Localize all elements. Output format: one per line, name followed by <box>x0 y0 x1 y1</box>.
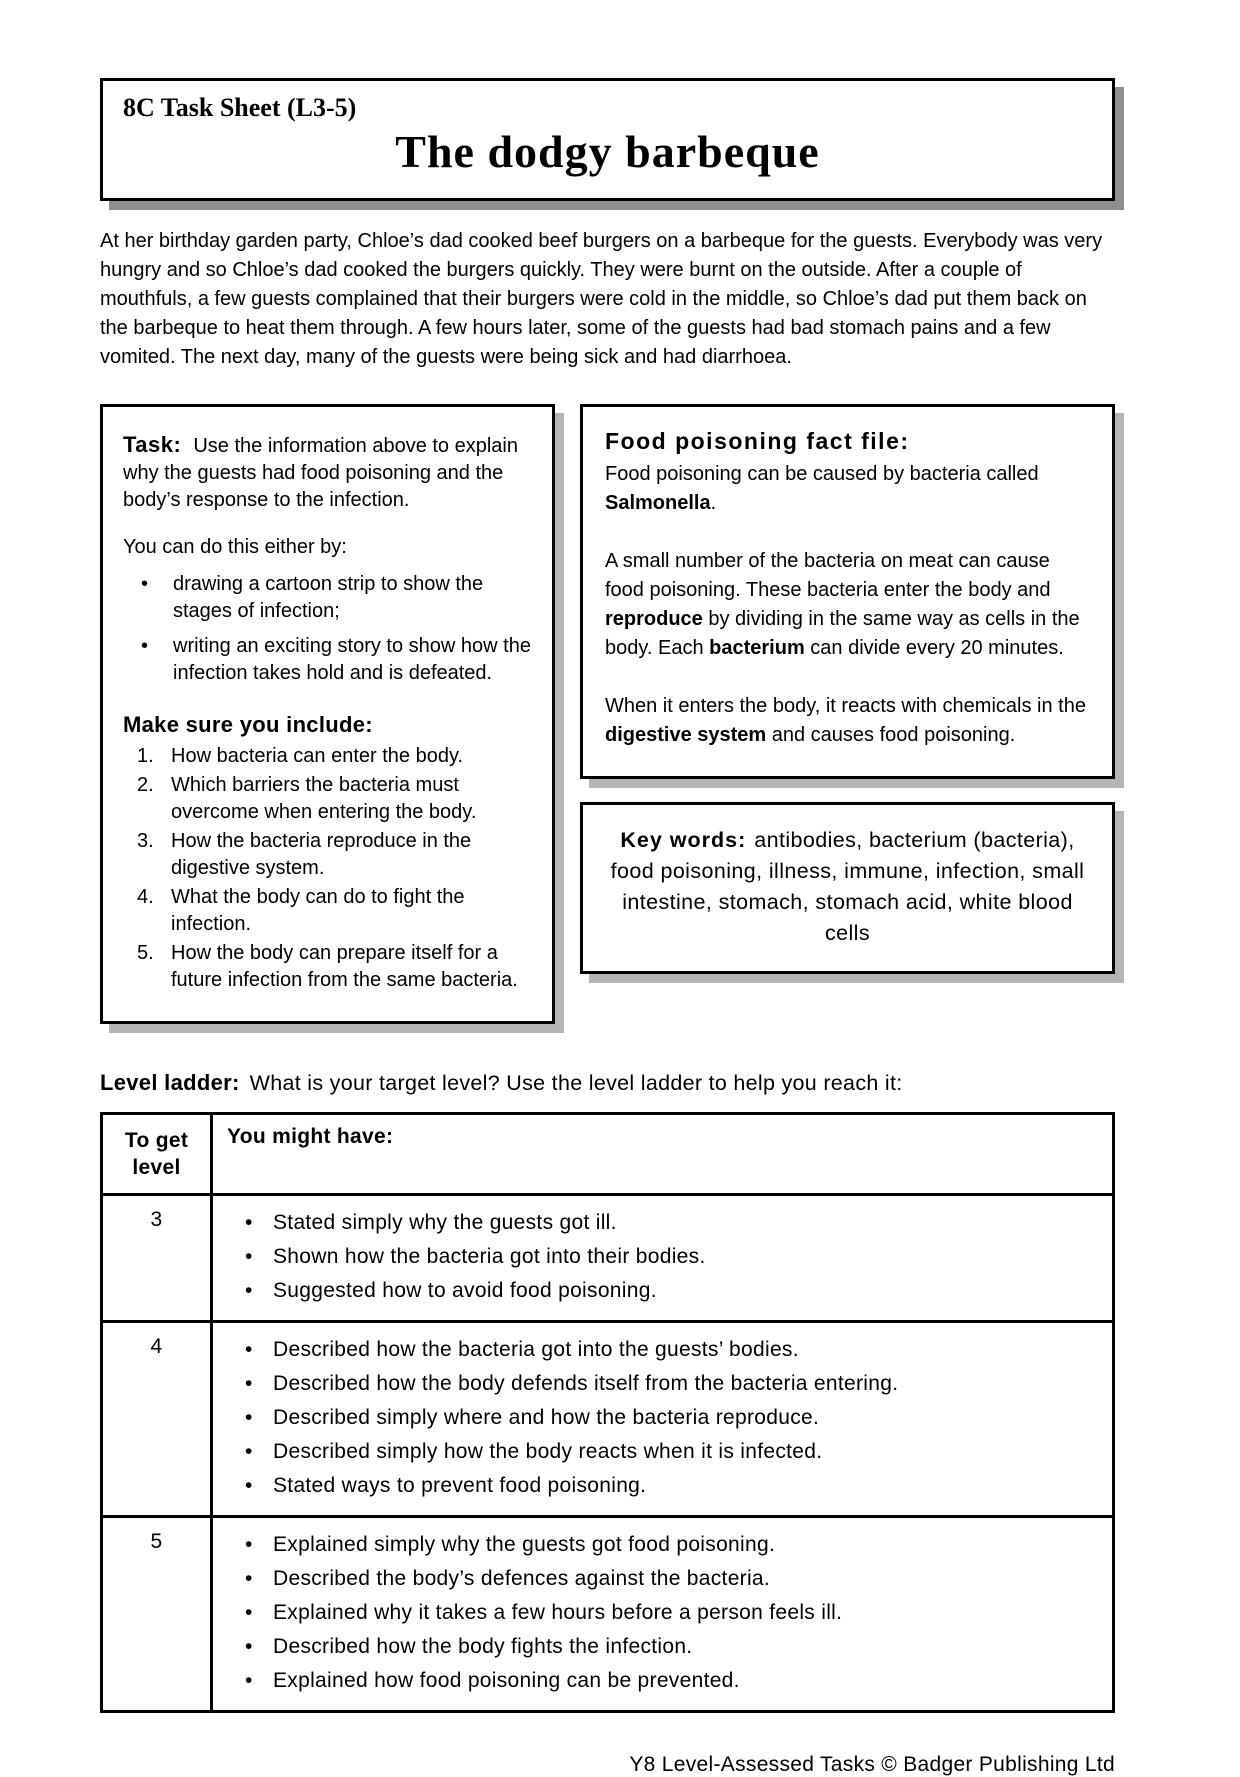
fact-file-box <box>580 404 1115 779</box>
list-item: • Described how the bacteria got into the guests’ bodies. <box>227 1333 1098 1367</box>
list-item: • Stated simply why the guests got ill. <box>227 1206 1098 1240</box>
text-run: and causes food poisoning. <box>766 724 1016 746</box>
list-item: • Described the body’s defences against the bacteria. <box>227 1562 1098 1596</box>
bold-term: Salmonella <box>605 492 711 514</box>
list-item: Which barriers the bacteria must overcome when entering the body. <box>171 774 477 823</box>
include-list <box>123 742 532 995</box>
header-box <box>100 78 1115 201</box>
criteria-list <box>227 1528 1098 1698</box>
key-words-list: antibodies, bacterium (bacteria), food poisoning, illness, immune, infection, small intestine, stomach, stomach acid, white blood cells <box>610 828 1085 945</box>
list-item: • Stated ways to prevent food poisoning. <box>227 1469 1098 1503</box>
list-item: • Explained how food poisoning can be prevented. <box>227 1664 1098 1698</box>
text-run: Food poisoning can be caused by bacteria called <box>605 463 1039 485</box>
table-row <box>102 1322 1114 1517</box>
key-words-box <box>580 802 1115 974</box>
course-code: 8C Task Sheet (L3-5) <box>123 93 357 122</box>
page-title: The dodgy barbeque <box>395 126 820 177</box>
content-columns <box>100 404 1115 1024</box>
list-item: • Suggested how to avoid food poisoning. <box>227 1274 1098 1308</box>
level-number: 3 <box>102 1195 212 1322</box>
text-run: by dividing in the same way as cells in the body. Each <box>605 608 1080 659</box>
level-criteria-cell <box>212 1322 1114 1517</box>
task-label: Task: <box>123 432 182 457</box>
footer-credit: Y8 Level-Assessed Tasks © Badger Publishing Ltd <box>629 1753 1115 1776</box>
table-header-row <box>102 1114 1114 1195</box>
criteria-list <box>227 1333 1098 1503</box>
list-item: • Explained simply why the guests got food poisoning. <box>227 1528 1098 1562</box>
list-item: • Described how the body defends itself from the bacteria entering. <box>227 1367 1098 1401</box>
task-options-list <box>123 563 532 687</box>
intro-paragraph: At her birthday garden party, Chloe’s dad cooked beef burgers on a barbeque for the guests. Everybody was very hungry and so Chloe’s dad cooked the burgers quickly. They were burnt on the outside. After a couple of mouthfuls, a few guests complained that their burgers were cold in the middle, so Chloe’s dad put them back on the barbeque to heat them through. A few hours later, some of the guests had bad stomach pains and a few vomited. The next day, many of the guests were being sick and had diarrhoea. <box>100 230 1103 368</box>
list-item: How the bacteria reproduce in the digestive system. <box>171 830 472 879</box>
fact-paragraph <box>605 692 1090 750</box>
list-item: • Shown how the bacteria got into their bodies. <box>227 1240 1098 1274</box>
text-run: can divide every 20 minutes. <box>804 637 1064 659</box>
list-item: • Described simply where and how the bacteria reproduce. <box>227 1401 1098 1435</box>
text-run: . <box>710 492 717 514</box>
task-box <box>100 404 555 1024</box>
bold-term: bacterium <box>709 637 805 659</box>
either-by-line: You can do this either by: <box>123 536 347 558</box>
right-column <box>580 404 1115 974</box>
fact-paragraph <box>605 547 1090 663</box>
level-number: 5 <box>102 1517 212 1712</box>
list-item: • Described simply how the body reacts when it is infected. <box>227 1435 1098 1469</box>
table-row <box>102 1195 1114 1322</box>
list-item: How bacteria can enter the body. <box>171 745 464 767</box>
criteria-list <box>227 1206 1098 1308</box>
list-item: • Explained why it takes a few hours before a person feels ill. <box>227 1596 1098 1630</box>
level-criteria-cell <box>212 1195 1114 1322</box>
column-header-you-might-have: You might have: <box>212 1114 1114 1195</box>
list-item: How the body can prepare itself for a future infection from the same bacteria. <box>171 942 518 991</box>
list-item: • drawing a cartoon strip to show the stages of infection; <box>123 563 532 625</box>
level-number: 4 <box>102 1322 212 1517</box>
table-row <box>102 1517 1114 1712</box>
fact-paragraph <box>605 460 1090 518</box>
list-item: • Described how the body fights the infection. <box>227 1630 1098 1664</box>
task-intro <box>123 431 532 514</box>
fact-file-heading: Food poisoning fact file: <box>605 428 910 454</box>
key-words-label: Key words: <box>620 828 747 852</box>
level-ladder-prompt: What is your target level? Use the level ladder to help you reach it: <box>249 1071 903 1095</box>
text-run: When it enters the body, it reacts with chemicals in the <box>605 695 1086 717</box>
column-header-level: To get level <box>102 1114 212 1195</box>
level-ladder-heading <box>100 1070 1115 1096</box>
level-ladder-table <box>100 1112 1115 1713</box>
level-ladder-label: Level ladder: <box>100 1070 240 1095</box>
bold-term: digestive system <box>605 724 767 746</box>
text-run: A small number of the bacteria on meat can cause food poisoning. These bacteria enter the body and <box>605 550 1051 601</box>
make-sure-heading: Make sure you include: <box>123 712 373 737</box>
task-intro-text: Use the information above to explain why the guests had food poisoning and the body’s response to the infection. <box>123 435 518 511</box>
list-item: • writing an exciting story to show how the infection takes hold and is defeated. <box>123 625 532 687</box>
level-criteria-cell <box>212 1517 1114 1712</box>
bold-term: reproduce <box>605 608 703 630</box>
list-item: What the body can do to fight the infection. <box>171 886 465 935</box>
